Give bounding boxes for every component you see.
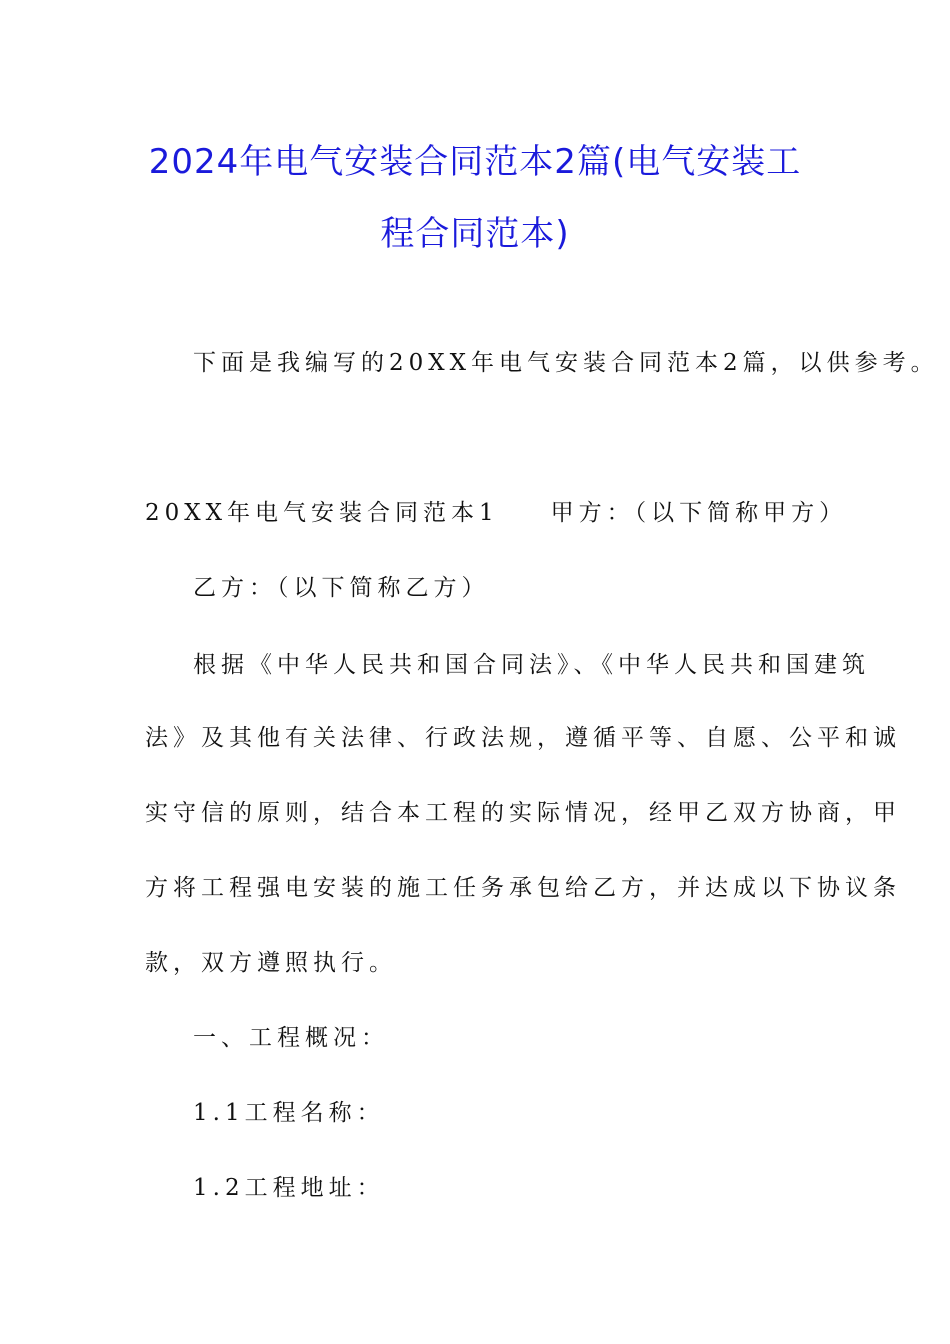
party-a-line: 甲方：（以下简称甲方） [550, 500, 848, 526]
clause-1-1: 1.1工程名称： [193, 1100, 385, 1126]
section-heading: 20XX年电气安装合同范本1 [145, 500, 499, 526]
body-line: 法》及其他有关法律、行政法规，遵循平等、自愿、公平和诚 [145, 725, 901, 751]
clause-heading: 一、工程概况： [193, 1025, 389, 1051]
document-title-line-2: 程合同范本) [380, 214, 570, 254]
clause-1-2: 1.2工程地址： [193, 1175, 385, 1201]
document-title-line-1: 2024年电气安装合同范本2篇(电气安装工 [148, 142, 802, 182]
party-b-line: 乙方：（以下简称乙方） [193, 575, 490, 601]
body-line: 实守信的原则，结合本工程的实际情况，经甲乙双方协商，甲 [145, 800, 901, 826]
intro-paragraph: 下面是我编写的20XX年电气安装合同范本2篇，以供参考。 [193, 350, 939, 376]
body-line: 款，双方遵照执行。 [145, 950, 397, 976]
body-line: 方将工程强电安装的施工任务承包给乙方，并达成以下协议条 [145, 875, 901, 901]
section-heading-row [145, 494, 847, 527]
body-line: 根据《中华人民共和国合同法》、《中华人民共和国建筑 [193, 652, 870, 678]
